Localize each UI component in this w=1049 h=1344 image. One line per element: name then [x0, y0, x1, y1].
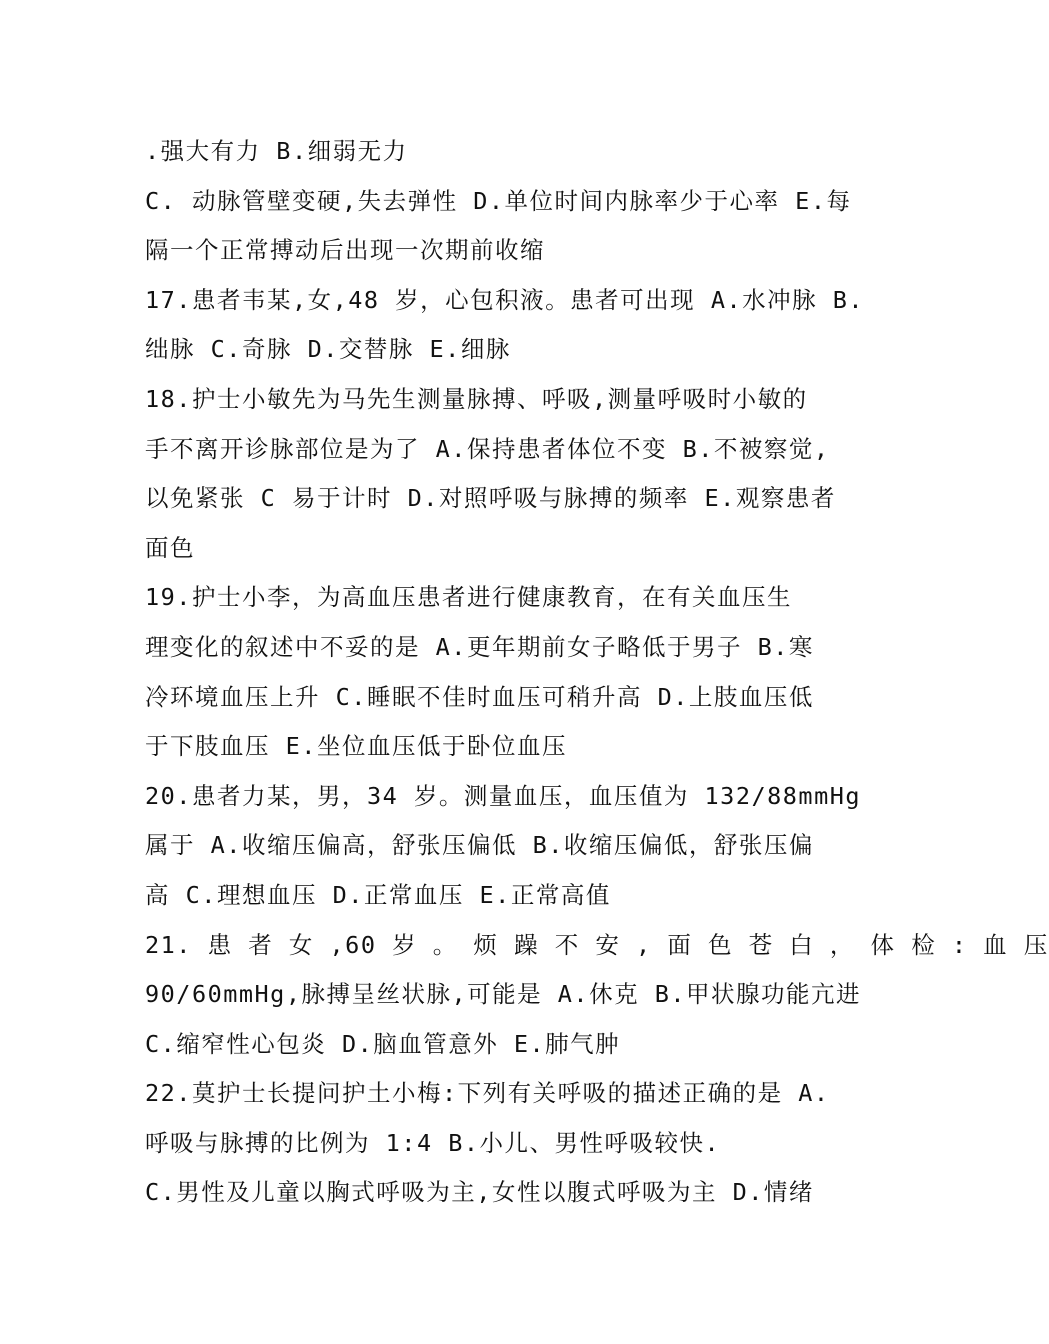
text-line: 19.护士小李，为高血压患者进行健康教育，在有关血压生 — [145, 583, 792, 612]
text-line: 理变化的叙述中不妥的是 A.更年期前女子略低于男子 B.寒 — [145, 632, 814, 661]
question-text-block — [145, 127, 1049, 1218]
text-line: 呼吸与脉搏的比例为 1:4 B.小儿、男性呼吸较快. — [145, 1128, 721, 1157]
text-line: .强大有力 B.细弱无力 — [145, 137, 408, 165]
text-line: 以免紧张 C 易于计时 D.对照呼吸与脉搏的频率 E.观察患者 — [145, 484, 836, 513]
text-line: 绌脉 C.奇脉 D.交替脉 E.细脉 — [145, 335, 511, 364]
text-line: 20.患者力某，男，34 岁。测量血压，血压值为 132/88mmHg — [145, 781, 862, 810]
text-line: 18.护士小敏先为马先生测量脉搏、呼吸,测量呼吸时小敏的 — [145, 384, 808, 413]
text-line: 面色 — [145, 533, 195, 562]
text-line: 22.莫护士长提问护土小梅:下列有关呼吸的描述正确的是 A. — [145, 1079, 830, 1108]
text-line: 属于 A.收缩压偏高，舒张压偏低 B.收缩压偏低，舒张压偏 — [145, 831, 814, 860]
text-line: 手不离开诊脉部位是为了 A.保持患者体位不变 B.不被察觉, — [145, 434, 830, 463]
text-line: C.男性及儿童以胸式呼吸为主,女性以腹式呼吸为主 D.情绪 — [145, 1178, 814, 1207]
text-line: 90/60mmHg,脉搏呈丝状脉,可能是 A.休克 B.甲状腺功能亢进 — [145, 980, 862, 1009]
text-line: 17.患者韦某,女,48 岁，心包积液。患者可出现 A.水冲脉 B. — [145, 285, 865, 314]
text-line: 隔一个正常搏动后出现一次期前收缩 — [145, 236, 545, 265]
text-line: 21. 患 者 女 ,60 岁 。 烦 躁 不 安 , 面 色 苍 白 ， 体 检 : 血 压 — [145, 930, 1049, 959]
text-line: C. 动脉管壁变硬,失去弹性 D.单位时间内脉率少于心率 E.每 — [145, 186, 852, 215]
text-line: 冷环境血压上升 C.睡眠不佳时血压可稍升高 D.上肢血压低 — [145, 682, 814, 711]
text-line: 于下肢血压 E.坐位血压低于卧位血压 — [145, 732, 567, 761]
text-line: C.缩窄性心包炎 D.脑血管意外 E.肺气肿 — [145, 1029, 621, 1058]
text-line: 高 C.理想血压 D.正常血压 E.正常高值 — [145, 880, 611, 909]
